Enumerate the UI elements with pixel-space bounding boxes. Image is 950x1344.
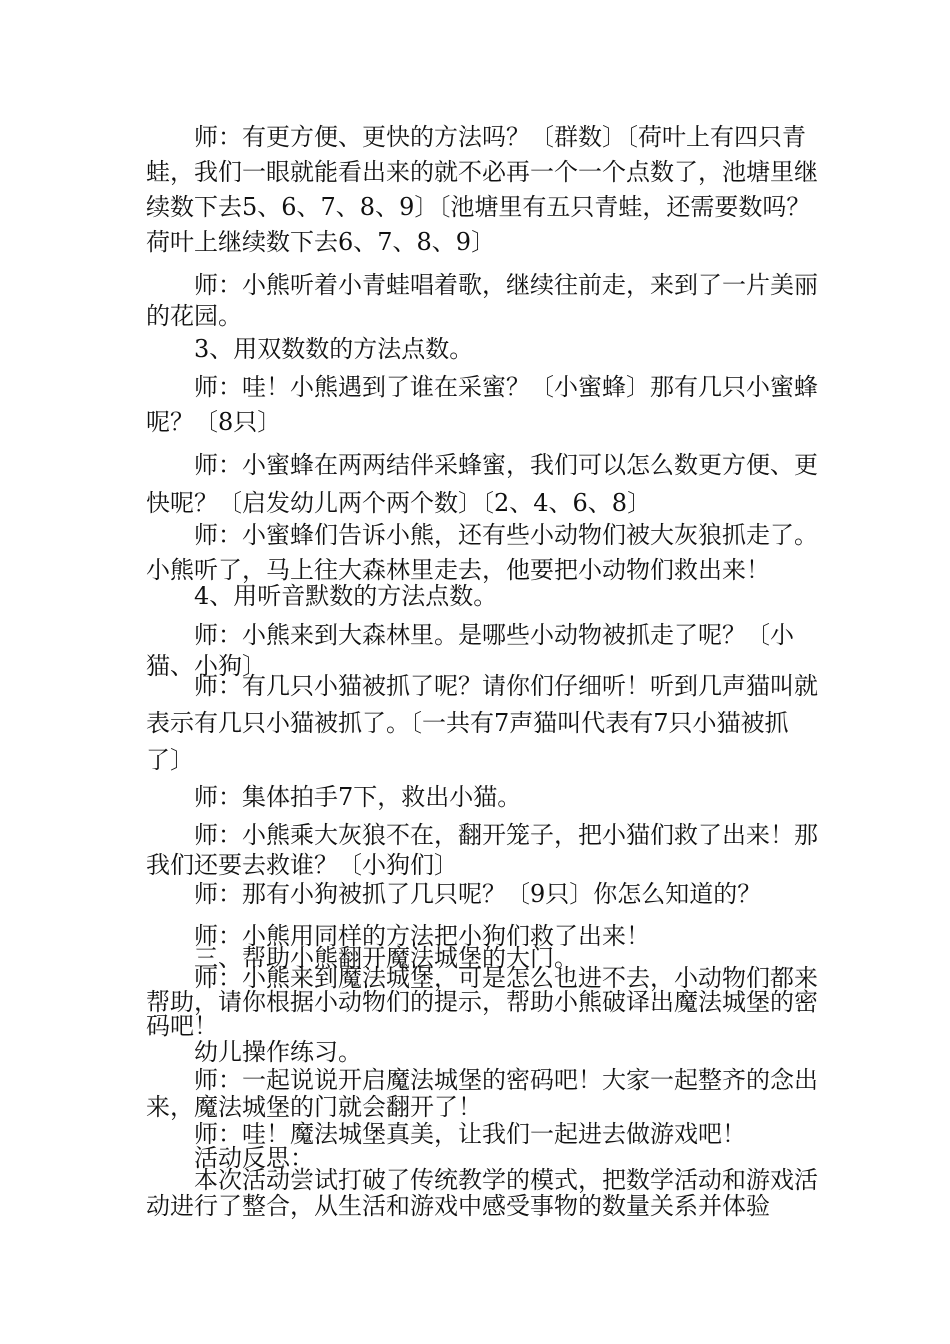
- paragraph-children-practice: 幼儿操作练习。: [194, 1038, 362, 1066]
- paragraph-frog-counting: 师：有更方便、更快的方法吗？〔群数〕〔荷叶上有四只青蛙，我们一眼就能看出来的就不必再一个一个点数了，池塘里继续数下去5、6、7、8、9〕〔池塘里有五只青蛙，还需要数吗？荷叶上继续数下去6、7、8、9〕: [146, 123, 818, 256]
- paragraph-play-game: 师：哇！魔法城堡真美，让我们一起进去做游戏吧！: [194, 1120, 746, 1148]
- paragraph-bees-question: 师：哇！小熊遇到了谁在采蜜？〔小蜜蜂〕那有几只小蜜蜂呢？〔8只〕: [146, 373, 818, 436]
- paragraph-bear-garden: 师：小熊听着小青蛙唱着歌，继续往前走，来到了一片美丽的花园。: [146, 271, 818, 330]
- paragraph-rescue-cats: 师：小熊乘大灰狼不在，翻开笼子，把小猫们救了出来！那我们还要去救谁？〔小狗们〕: [146, 821, 818, 879]
- paragraph-wolf-captured: 师：小蜜蜂们告诉小熊，还有些小动物们被大灰狼抓走了。小熊听了，马上往大森林里走去，他要把小动物们救出来！: [146, 521, 818, 584]
- heading-listening-counting: 4、用听音默数的方法点数。: [194, 582, 498, 610]
- paragraph-bees-pairs: 师：小蜜蜂在两两结伴采蜂蜜，我们可以怎么数更方便、更快呢？〔启发幼儿两个两个数〕〔2、4、6、8〕: [146, 451, 818, 517]
- paragraph-forest-animals: 师：小熊来到大森林里。是哪些小动物被抓走了呢？〔小猫、小狗〕: [146, 621, 794, 680]
- paragraph-castle-password: 师：小熊来到魔法城堡，可是怎么也进不去，小动物们都来帮助，请你根据小动物们的提示，帮助小熊破译出魔法城堡的密码吧！: [146, 964, 818, 1040]
- paragraph-open-castle: 师：一起说说开启魔法城堡的密码吧！大家一起整齐的念出来，魔法城堡的门就会翻开了！: [146, 1066, 818, 1121]
- paragraph-cat-meows: 师：有几只小猫被抓了呢？请你们仔细听！听到几声猫叫就表示有几只小猫被抓了。〔一共有7声猫叫代表有7只小猫被抓了〕: [146, 672, 818, 774]
- heading-activity-reflection: 活动反思：: [194, 1144, 314, 1172]
- heading-even-counting: 3、用双数数的方法点数。: [194, 335, 474, 363]
- paragraph-reflection-text: 本次活动尝试打破了传统教学的模式，把数学活动和游戏活动进行了整合，从生活和游戏中感受事物的数量关系并体验: [146, 1166, 818, 1220]
- paragraph-clap-seven: 师：集体拍手7下，救出小猫。: [194, 783, 522, 811]
- heading-magic-castle: 三、帮助小熊翻开魔法城堡的大门。: [194, 944, 578, 972]
- paragraph-dogs-count: 师：那有小狗被抓了几只呢？〔9只〕你怎么知道的？: [194, 880, 762, 908]
- paragraph-rescue-dogs: 师：小熊用同样的方法把小狗们救了出来！: [194, 922, 650, 950]
